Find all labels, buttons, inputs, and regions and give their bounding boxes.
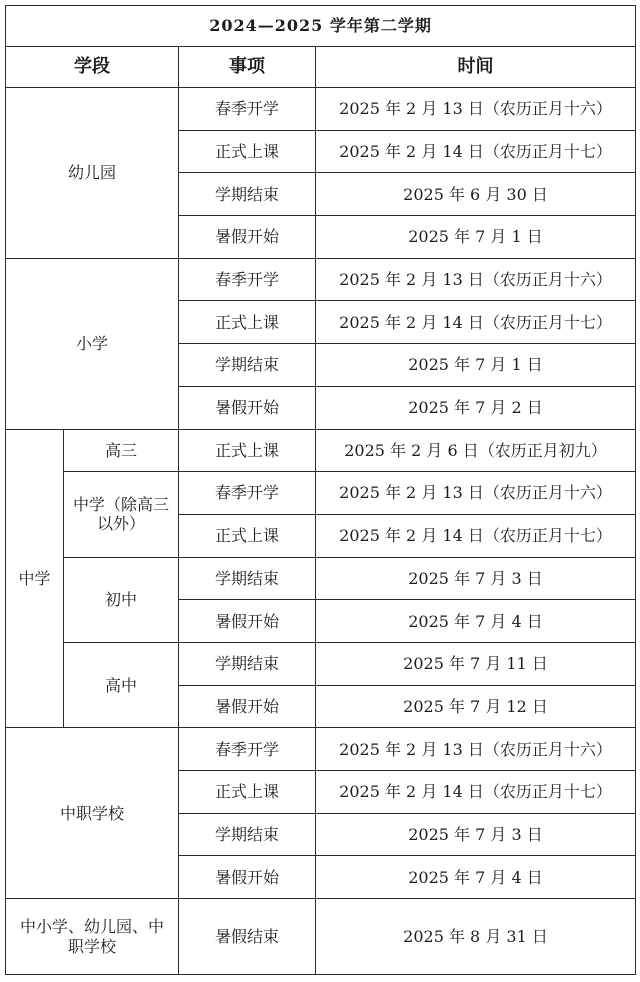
time-cell: 2025 年 7 月 4 日	[316, 600, 636, 643]
table-row	[6, 642, 636, 685]
time-cell: 2025 年 2 月 13 日（农历正月十六）	[316, 88, 636, 131]
time-cell: 2025 年 7 月 11 日	[316, 642, 636, 685]
item-cell: 春季开学	[179, 258, 316, 301]
table-row	[6, 88, 636, 131]
time-cell: 2025 年 2 月 13 日（农历正月十六）	[316, 258, 636, 301]
time-cell: 2025 年 7 月 3 日	[316, 813, 636, 856]
table-row	[6, 728, 636, 771]
school-calendar-table	[5, 5, 636, 975]
item-cell: 暑假结束	[179, 899, 316, 975]
header-row	[6, 47, 636, 88]
item-cell: 暑假开始	[179, 600, 316, 643]
stage-secondary: 中学	[6, 429, 64, 728]
header-stage: 学段	[6, 47, 179, 88]
stage-kindergarten: 幼儿园	[6, 88, 179, 259]
header-item: 事项	[179, 47, 316, 88]
time-cell: 2025 年 7 月 2 日	[316, 386, 636, 429]
time-cell: 2025 年 2 月 14 日（农历正月十七）	[316, 514, 636, 557]
time-cell: 2025 年 7 月 4 日	[316, 856, 636, 899]
item-cell: 暑假开始	[179, 856, 316, 899]
item-cell: 暑假开始	[179, 216, 316, 259]
time-cell: 2025 年 2 月 14 日（农历正月十七）	[316, 771, 636, 814]
table-row	[6, 472, 636, 515]
time-cell: 2025 年 7 月 1 日	[316, 344, 636, 387]
time-cell: 2025 年 8 月 31 日	[316, 899, 636, 975]
table-title: 2024—2025 学年第二学期	[6, 6, 636, 47]
item-cell: 正式上课	[179, 429, 316, 472]
table-row	[6, 557, 636, 600]
stage-primary: 小学	[6, 258, 179, 429]
stage-vocational: 中职学校	[6, 728, 179, 899]
item-cell: 春季开学	[179, 472, 316, 515]
table-row	[6, 429, 636, 472]
item-cell: 正式上课	[179, 130, 316, 173]
item-cell: 暑假开始	[179, 386, 316, 429]
time-cell: 2025 年 7 月 12 日	[316, 685, 636, 728]
item-cell: 暑假开始	[179, 685, 316, 728]
item-cell: 学期结束	[179, 557, 316, 600]
item-cell: 正式上课	[179, 301, 316, 344]
item-cell: 学期结束	[179, 642, 316, 685]
item-cell: 正式上课	[179, 771, 316, 814]
time-cell: 2025 年 7 月 1 日	[316, 216, 636, 259]
item-cell: 春季开学	[179, 88, 316, 131]
time-cell: 2025 年 7 月 3 日	[316, 557, 636, 600]
title-row	[6, 6, 636, 47]
substage-junior: 初中	[64, 557, 179, 642]
table-row	[6, 258, 636, 301]
item-cell: 春季开学	[179, 728, 316, 771]
table-row	[6, 899, 636, 975]
header-time: 时间	[316, 47, 636, 88]
time-cell: 2025 年 2 月 14 日（农历正月十七）	[316, 130, 636, 173]
item-cell: 正式上课	[179, 514, 316, 557]
substage-senior3: 高三	[64, 429, 179, 472]
time-cell: 2025 年 2 月 13 日（农历正月十六）	[316, 472, 636, 515]
item-cell: 学期结束	[179, 173, 316, 216]
substage-secondary-others: 中学（除高三以外）	[64, 472, 179, 557]
time-cell: 2025 年 2 月 14 日（农历正月十七）	[316, 301, 636, 344]
stage-all: 中小学、幼儿园、中职学校	[6, 899, 179, 975]
substage-senior: 高中	[64, 642, 179, 727]
time-cell: 2025 年 6 月 30 日	[316, 173, 636, 216]
time-cell: 2025 年 2 月 13 日（农历正月十六）	[316, 728, 636, 771]
item-cell: 学期结束	[179, 344, 316, 387]
item-cell: 学期结束	[179, 813, 316, 856]
time-cell: 2025 年 2 月 6 日（农历正月初九）	[316, 429, 636, 472]
